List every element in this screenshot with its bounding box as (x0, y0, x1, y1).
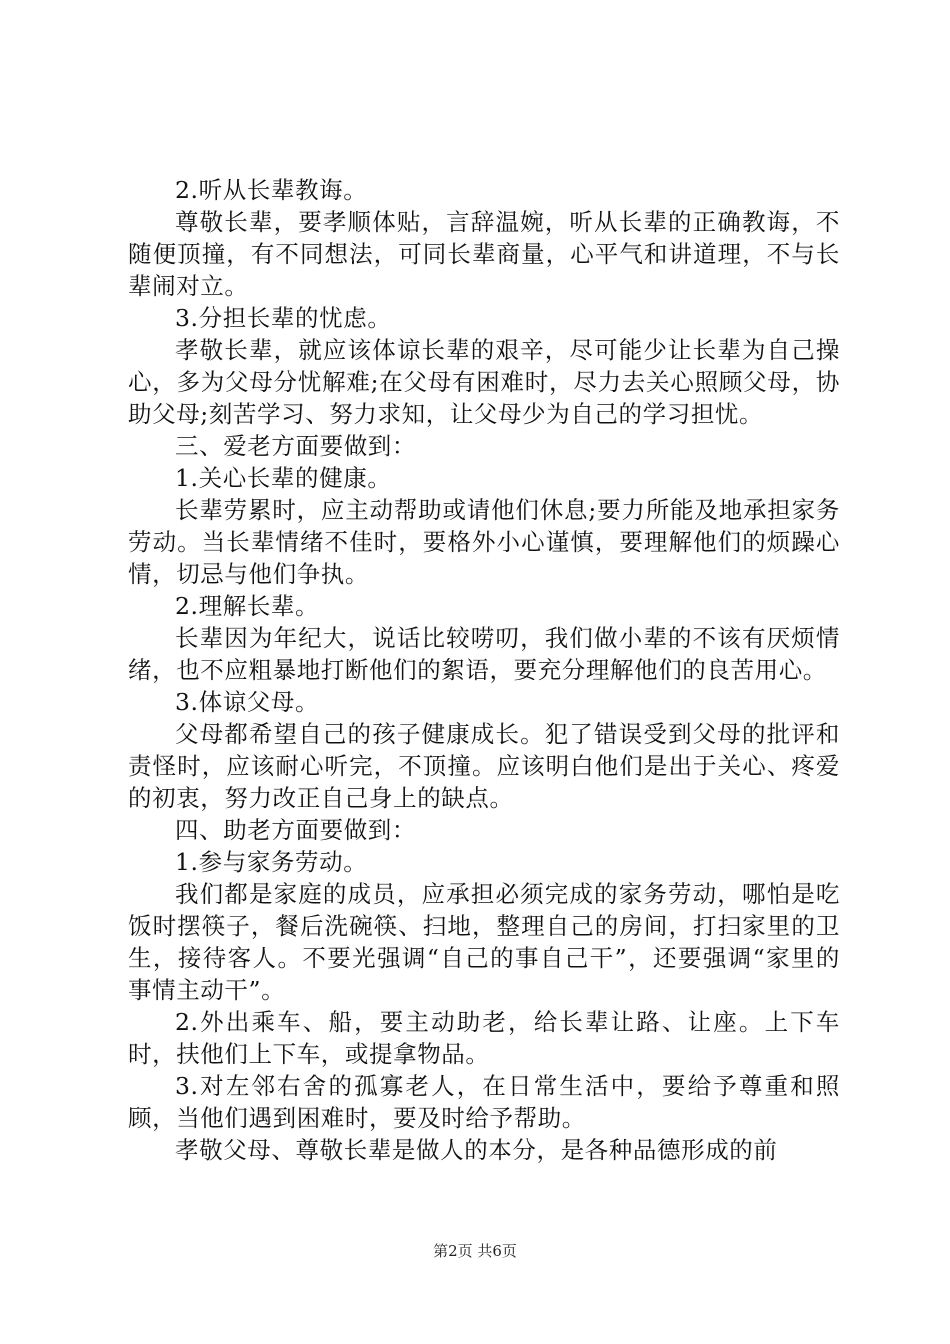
body-paragraph: 我们都是家庭的成员，应承担必须完成的家务劳动，哪怕是吃饭时摆筷子，餐后洗碗筷、扫地，整理自己的房间，打扫家里的卫生，接待客人。不要光强调“自己的事自己干”，还要强调“家里的事情主动干”。 (128, 880, 840, 1004)
document-body (128, 174, 840, 1166)
subheading-housework: 1.参与家务劳动。 (175, 848, 368, 876)
subheading-listen-to-elders: 2.听从长辈教诲。 (175, 176, 368, 204)
list-item-travel: 2.外出乘车、船，要主动助老，给长辈让路、让座。上下车时，扶他们上下车，或提拿物品。 (128, 1008, 840, 1068)
subheading-care-health: 1.关心长辈的健康。 (175, 464, 392, 492)
subheading-empathize-parents: 3.体谅父母。 (175, 688, 320, 716)
section-heading-help-elders: 四、助老方面要做到： (175, 816, 416, 844)
section-heading-love-elders: 三、爱老方面要做到： (175, 432, 416, 460)
list-item-neighbors: 3.对左邻右舍的孤寡老人，在日常生活中，要给予尊重和照顾，当他们遇到困难时，要及时给予帮助。 (128, 1072, 840, 1132)
subheading-share-worries: 3.分担长辈的忧虑。 (175, 304, 392, 332)
subheading-understand-elders: 2.理解长辈。 (175, 592, 320, 620)
body-paragraph: 长辈劳累时，应主动帮助或请他们休息;要力所能及地承担家务劳动。当长辈情绪不佳时，要格外小心谨慎，要理解他们的烦躁心情，切忌与他们争执。 (128, 496, 840, 588)
body-paragraph: 孝敬长辈，就应该体谅长辈的艰辛，尽可能少让长辈为自己操心，多为父母分忧解难;在父母有困难时，尽力去关心照顾父母，协助父母;刻苦学习、努力求知，让父母少为自己的学习担忧。 (128, 336, 840, 428)
page-number: 第2页 共6页 (433, 1242, 517, 1260)
body-paragraph: 长辈因为年纪大，说话比较唠叨，我们做小辈的不该有厌烦情绪，也不应粗暴地打断他们的絮语，要充分理解他们的良苦用心。 (128, 624, 840, 684)
body-paragraph: 孝敬父母、尊敬长辈是做人的本分，是各种品德形成的前 (175, 1136, 778, 1164)
body-paragraph: 父母都希望自己的孩子健康成长。犯了错误受到父母的批评和责怪时，应该耐心听完，不顶撞。应该明白他们是出于关心、疼爱的初衷，努力改正自己身上的缺点。 (128, 720, 840, 812)
body-paragraph: 尊敬长辈，要孝顺体贴，言辞温婉，听从长辈的正确教诲，不随便顶撞，有不同想法，可同长辈商量，心平气和讲道理，不与长辈闹对立。 (128, 208, 840, 300)
